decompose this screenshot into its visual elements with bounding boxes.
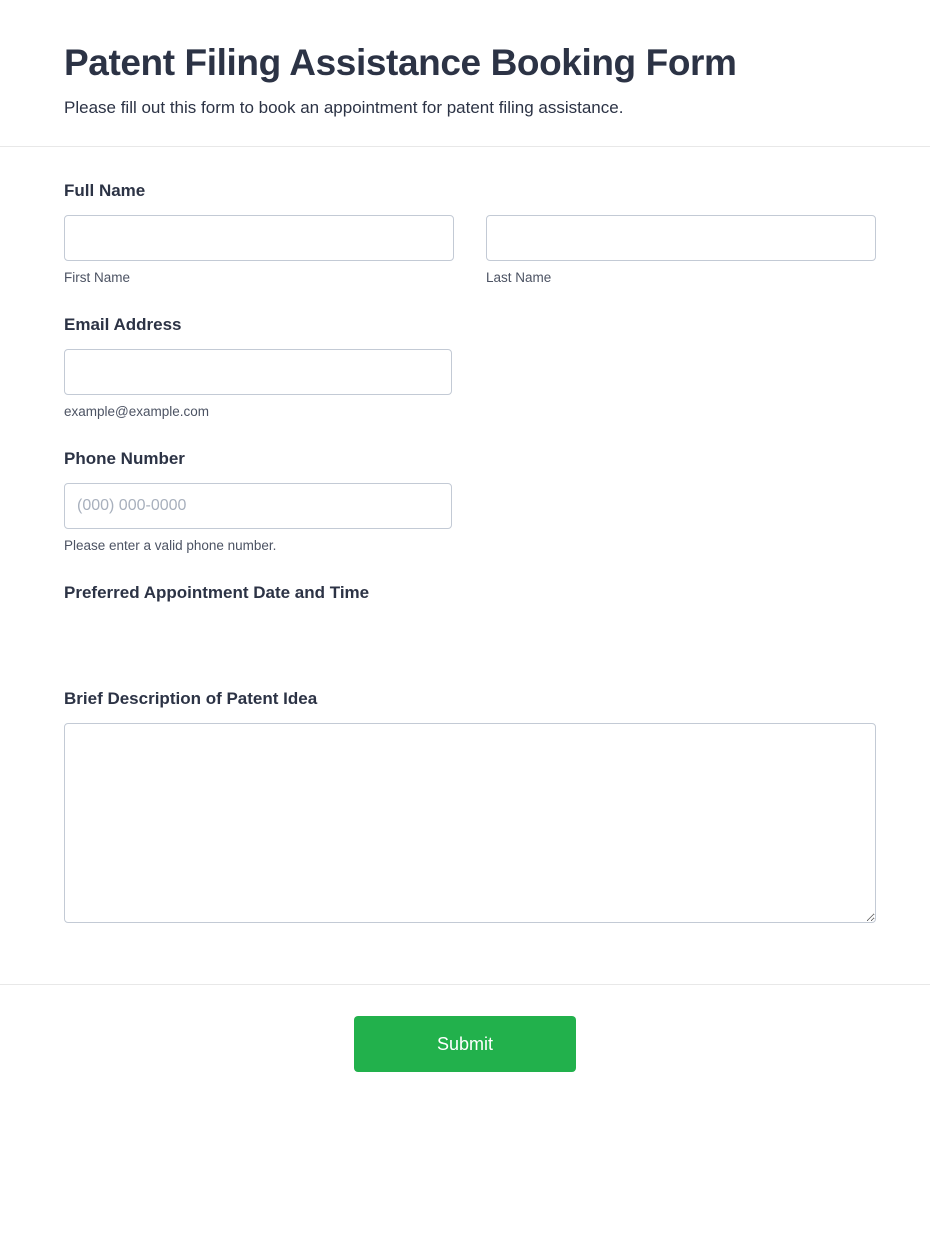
last-name-group [486,215,876,285]
first-name-group [64,215,454,285]
description-label: Brief Description of Patent Idea [64,689,318,709]
phone-group [64,483,866,553]
full-name-row [64,215,866,285]
full-name-label: Full Name [64,181,146,201]
appointment-datetime-area[interactable] [64,617,866,659]
phone-sublabel: Please enter a valid phone number. [64,538,277,554]
last-name-input[interactable] [486,215,876,261]
field-full-name [64,181,866,285]
field-phone [64,449,866,553]
form-subtitle: Please fill out this form to book an appointment for patent filing assistance. [64,98,624,118]
email-field[interactable] [64,349,452,395]
form-body [0,147,930,984]
email-sublabel: example@example.com [64,404,210,420]
submit-button[interactable]: Submit [354,1016,576,1072]
page-title: Patent Filing Assistance Booking Form [64,42,737,83]
email-group [64,349,866,419]
first-name-input[interactable] [64,215,454,261]
form-footer [0,984,930,1112]
last-name-sublabel: Last Name [486,270,552,286]
field-email [64,315,866,419]
appointment-datetime-label: Preferred Appointment Date and Time [64,583,370,603]
form-header [0,0,930,147]
email-label: Email Address [64,315,182,335]
field-appointment-datetime [64,583,866,659]
description-textarea[interactable] [64,723,876,923]
phone-label: Phone Number [64,449,185,469]
phone-input[interactable] [64,483,452,529]
field-description [64,689,866,928]
first-name-sublabel: First Name [64,270,131,286]
